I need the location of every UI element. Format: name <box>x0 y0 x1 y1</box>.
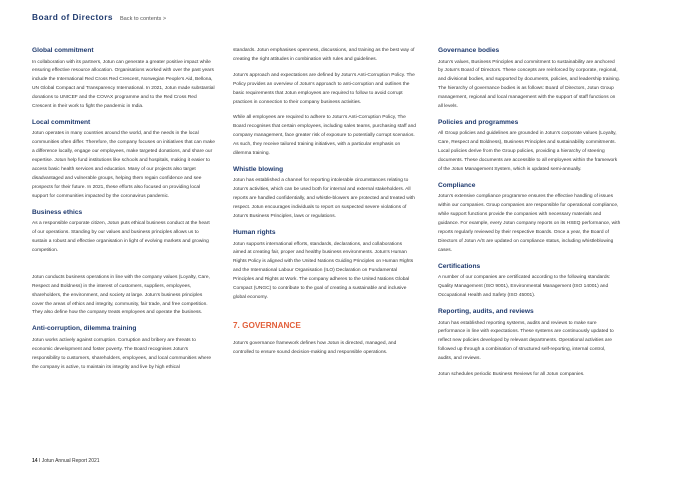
paragraph: A number of our companies are certificated according to the following standards: Quality Management (ISO 9001), Environmental Management (ISO 14001) and Occupational Health and Safety (ISO 45001). <box>438 275 611 299</box>
heading-global-commitment: Global commitment <box>32 47 94 54</box>
paragraph: Jotun conducts business operations in line with the company values (Loyalty, Care, Respect and Boldness) in the interest of customers, suppliers, employees, shareholders, the environment, and society at large. Jotun's business principles cover the areas of ethics and integrity, community, fair trade, and free competition. They also define how the company treats employees and operate the business. <box>32 274 210 316</box>
heading-reporting-audits: Reporting, audits, and reviews <box>438 308 534 316</box>
paragraph: Jotun operates in many countries around the world, and the needs in the local communities often differ. Therefore, the company focuses on initiatives that can make a difference locally, engage our employees, make targeted donations, and share our expertise. Jotun help fund institutions like schools and hospitals, making it easier to access basic health services and education. Many of our projects also target disadvantaged and vulnerable groups, helping them regain confidence and see prospects for their future. In 2021, these efforts also focused on providing local support for communities impacted by the coronavirus pandemic. <box>32 131 215 199</box>
paragraph: All Group policies and guidelines are grounded in Jotun's corporate values (Loyalty, Care, Respect and Boldness), Business Principles and sustainability commitments. Local policies derive from the Group policies, providing a hierarchy of steering documents. These documents are accessible to all employees within the framework of the Jotun Management System, which is updated semi-annually. <box>438 131 618 173</box>
paragraph: While all employees are required to adhere to Jotun's Anti-Corruption Policy, The Board recognises that certain employees, including sales teams, purchasing staff and company management, face greater risk of exposure to potentially corrupt scenarios. As such, they receive tailored training initiatives, with a particular emphasis on dilemma training. <box>233 115 417 157</box>
paragraph: As a responsible corporate citizen, Jotun puts ethical business conduct at the heart of our operations. Standing by our values and business principles allows us to sustain a robust and effective organisation in light of evolving markets and growing competition. <box>32 221 210 253</box>
paragraph: Jotun schedules periodic Business Reviews for all Jotun companies. <box>438 372 585 378</box>
heading-policies-programmes: Policies and programmes <box>438 118 519 126</box>
page-number: 14 <box>32 458 38 464</box>
section-title: Board of Directors <box>32 12 113 22</box>
heading-governance: 7. GOVERNANCE <box>233 320 301 330</box>
section-human-rights <box>233 229 416 303</box>
paragraph: Jotun works actively against corruption. Corruption and bribery are threats to economic development and foster poverty. The Board recognises Jotun's responsibility to customers, shareholders, employees, and local communities where the company is active, to maintain its integrity and live by high ethical <box>32 337 212 370</box>
section-governance <box>233 321 416 358</box>
section-business-ethics <box>32 209 215 319</box>
section-global-commitment <box>32 47 215 112</box>
page-header <box>32 12 166 22</box>
section-governance-bodies <box>438 47 621 112</box>
paragraph: Jotun's values, Business Principles and commitment to sustainability are anchored by Jotun's Board of Directors. These concepts are reinforced by corporate, regional, and divisional bodies, and supported by documents, policies, and leadership training. The hierarchy of governance bodies is as follows: Board of Directors, Jotun Group management, regional and local management with the support of staff functions on all levels. <box>438 59 621 110</box>
column-right <box>438 47 621 380</box>
section-compliance <box>438 182 621 256</box>
column-middle <box>233 47 416 358</box>
heading-local-commitment: Local commitment <box>32 118 91 126</box>
section-policies-programmes <box>438 119 621 175</box>
section-whistle-blowing <box>233 166 416 222</box>
section-reporting-audits <box>438 308 621 380</box>
paragraph: Jotun's extensive compliance programme ensures the effective handling of issues within our companies. Group companies are responsible for operational compliance, while support functions provide the companies with necessary materials and guidance. For example, every Jotun company reports on its HSEQ performance, with reports regularly reviewed by their respective Boards. Once a year, the Board of Directors of Jotun A/S are updated on compliance status, including whistleblowing cases. <box>438 194 621 253</box>
back-to-contents-link[interactable]: Back to contents > <box>119 16 167 22</box>
heading-compliance: Compliance <box>438 181 476 189</box>
heading-governance-bodies: Governance bodies <box>438 47 500 54</box>
heading-certifications: Certifications <box>438 262 481 270</box>
section-local-commitment <box>32 119 215 202</box>
column-left <box>32 47 215 372</box>
paragraph: Jotun has established a channel for reporting intolerable circumstances relating to Jotun's activities, which can be used both for internal and external stakeholders. All reports are handled confidentially, and whistle-blowers are protected and treated with respect. Jotun encourages individuals to report on suspected severe violations of Jotun's Business Principles, laws or regulations. <box>233 178 415 220</box>
section-anti-corruption <box>32 325 215 372</box>
heading-human-rights: Human rights <box>233 229 276 236</box>
paragraph: Jotun has established reporting systems, audits and reviews to make sure performance in line with expectations. These systems are continuously updated to reflect new policies developed by relevant departments. Operational activities are followed up through a combination of structured self-reporting, internal control, audits, and reviews. <box>438 320 614 362</box>
heading-business-ethics: Business ethics <box>32 208 83 216</box>
paragraph: Jotun's governance framework defines how Jotun is directed, managed, and controlled to ensure sound decision-making and responsible operations. <box>233 340 397 355</box>
report-title: Jotun Annual Report 2021 <box>41 458 100 464</box>
paragraph: Jotun's approach and expectations are defined by Jotun's Anti-Corruption Policy. The Policy provides an overview of Jotun's approach to anti-corruption and outlines the basic requirements that Jotun employees are required to follow to avoid corrupt practices in connection to their company business activities. <box>233 72 415 105</box>
heading-whistle-blowing: Whistle blowing <box>233 165 284 173</box>
paragraph: standards. Jotun emphasises openness, discussions, and training as the best way of creating the right attitudes in combination with rules and guidelines. <box>233 48 415 62</box>
page-footer <box>32 458 100 464</box>
heading-anti-corruption: Anti-corruption, dilemma training <box>32 325 137 333</box>
paragraph: Jotun supports international efforts, standards, declarations, and collaborations aimed at creating fair, proper and healthy business environments. Jotun's Human Rights Policy is aligned with the United Nations Guiding Principles on Human Rights and the International Labour Organisation (ILO) Declaration on Fundamental Principles and Rights at Work. The company adheres to the United Nations Global Compact (UNGC) to contribute to the goal of creating a sustainable and inclusive global economy. <box>233 241 414 300</box>
paragraph: In collaboration with its partners, Jotun can generate a greater positive impact while ensuring effective resource allocation. Organisations worked with over the past years include the International Red Cross Red Crescent, Norwegian People's Aid, Bellona, UN Global Compact and Transparency International. In 2021, Jotun made substantial donations to UNICEF and the COVAX programme and to the Red Cross Red Crescent in their work to fight the pandemic in India. <box>32 59 215 110</box>
section-certifications <box>438 263 621 301</box>
footer-separator: I <box>38 458 41 464</box>
